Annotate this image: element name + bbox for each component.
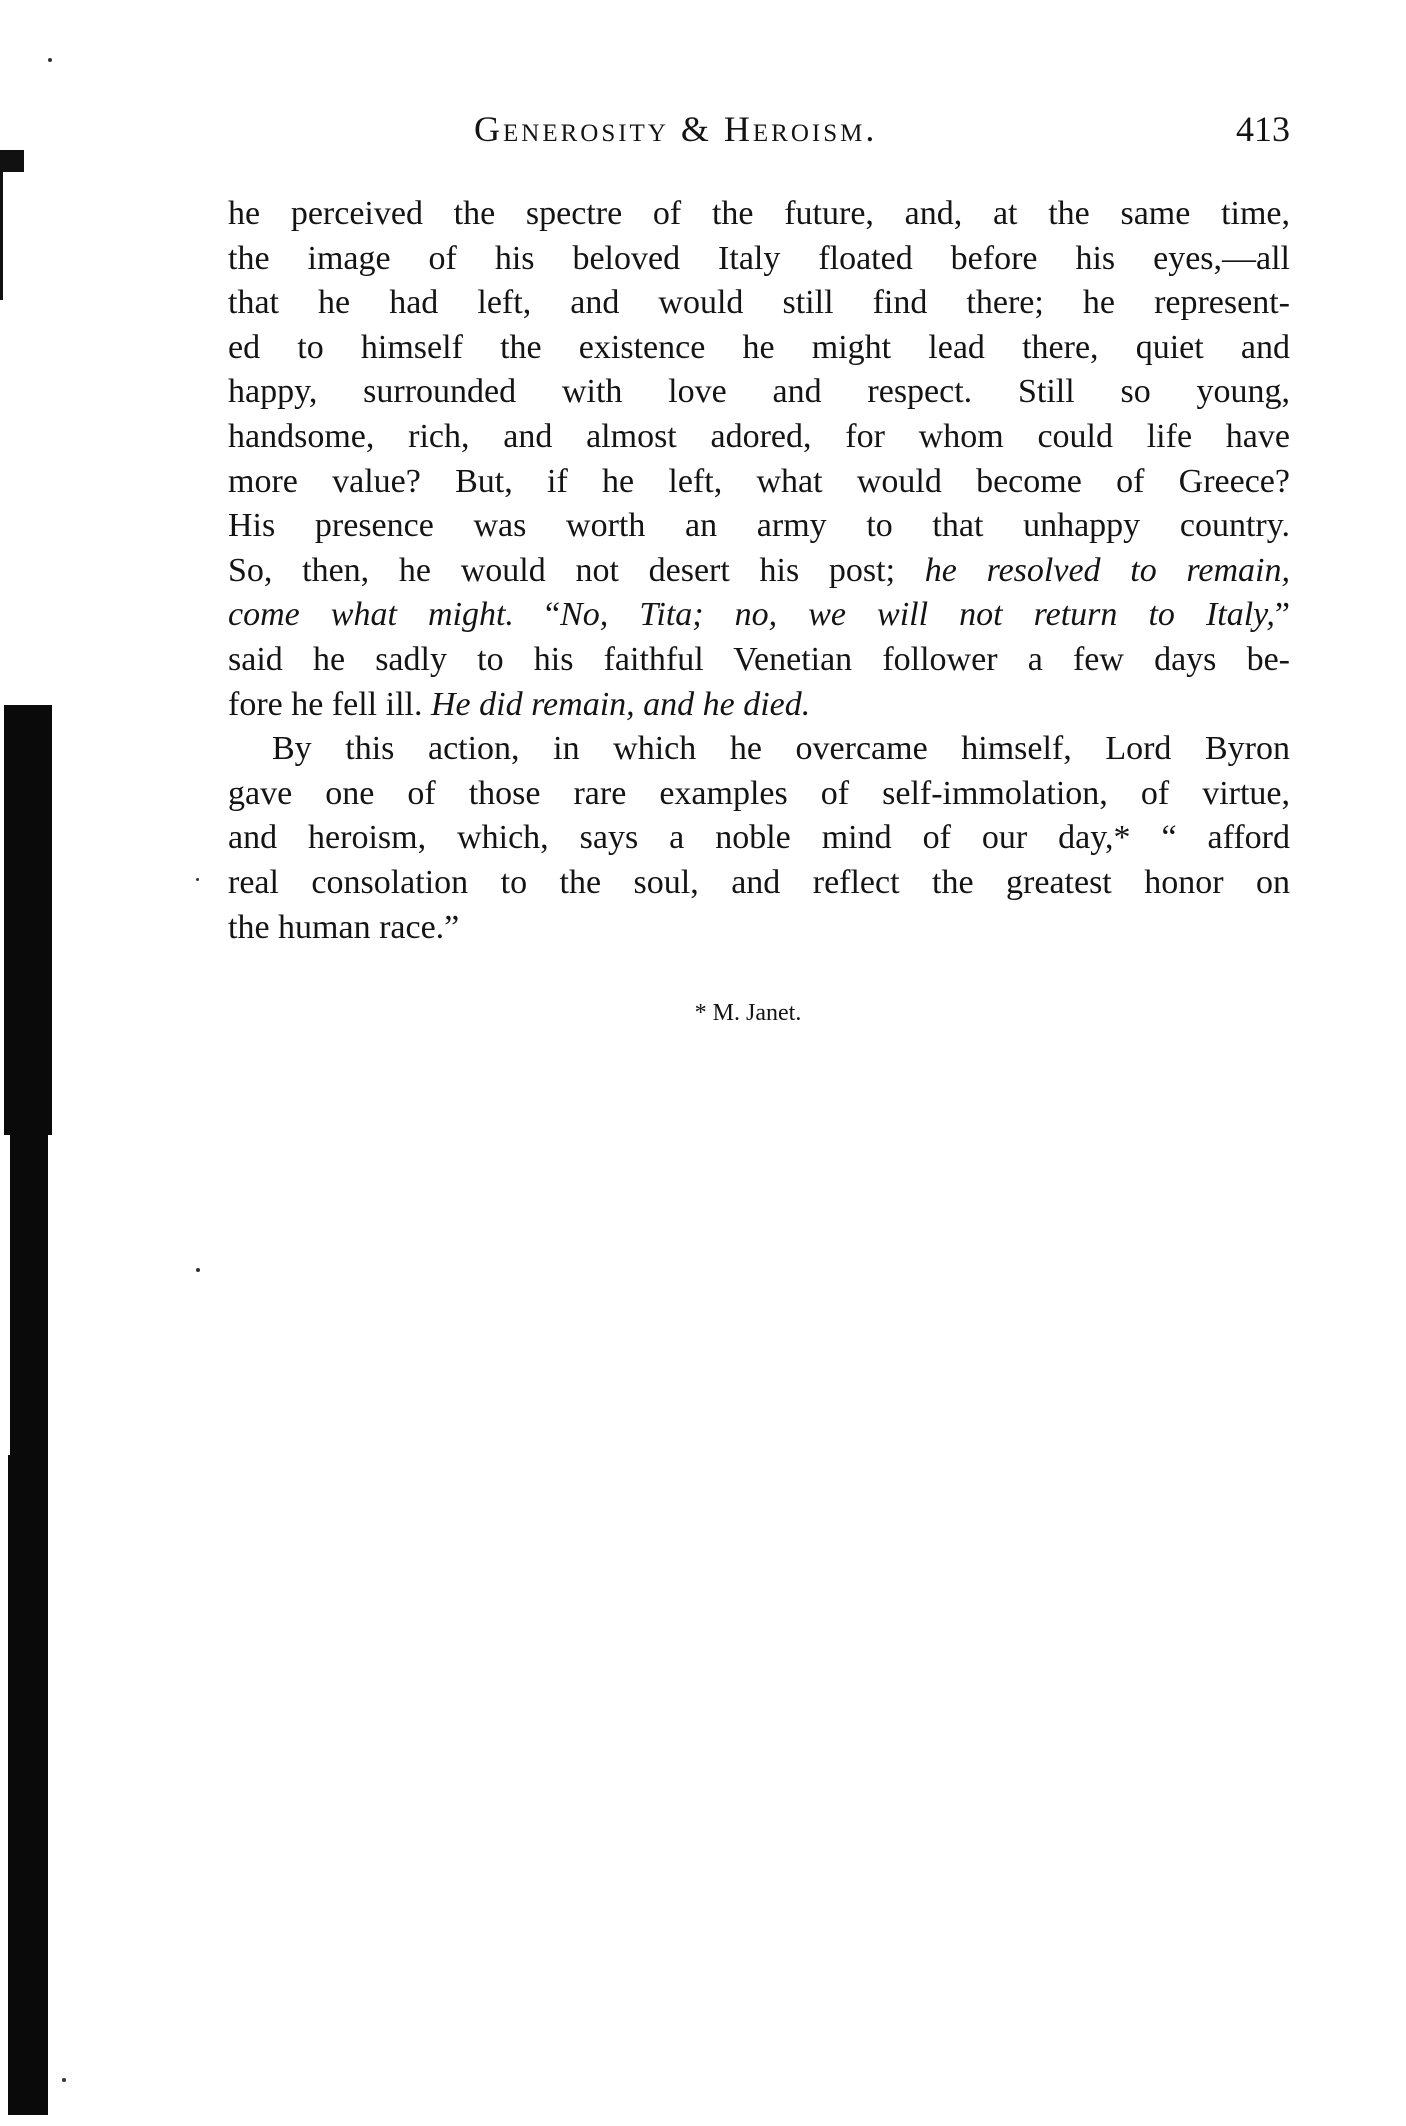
- text-run: By this action, in which he overcame himself, Lord Byron: [272, 730, 1290, 768]
- binding-shadow-lower: [8, 1455, 48, 2115]
- text-line: [228, 237, 1290, 282]
- page-header: [228, 108, 1290, 160]
- body-text: [228, 192, 1290, 950]
- text-run: and heroism, which, says a noble mind of our day,* “ afford: [228, 819, 1290, 857]
- text-line: [228, 549, 1290, 594]
- text-line: [228, 593, 1290, 638]
- text-line: [228, 861, 1290, 906]
- paragraph: [228, 192, 1290, 727]
- text-line: [228, 816, 1290, 861]
- text-run: ed to himself the existence he might lead there, quiet and: [228, 328, 1290, 366]
- text-line: [228, 281, 1290, 326]
- text-run: the human race.”: [228, 908, 460, 946]
- text-run: said he sadly to his faithful Venetian follower a few days be-: [228, 640, 1290, 678]
- paragraph: [228, 727, 1290, 950]
- text-line: [228, 683, 1290, 728]
- text-run: that he had left, and would still find there; he represent-: [228, 284, 1290, 322]
- text-run: happy, surrounded with love and respect. Still so young,: [228, 373, 1290, 411]
- italic-text: he resolved to remain,: [924, 551, 1290, 589]
- text-run: the image of his beloved Italy floated before his eyes,—all: [228, 239, 1290, 277]
- text-run: real consolation to the soul, and reflect the greatest honor on: [228, 863, 1290, 901]
- text-line: [228, 370, 1290, 415]
- binding-shadow-upper: [4, 705, 52, 1135]
- footnote: * M. Janet.: [694, 1000, 802, 1026]
- scan-edge-line: [0, 150, 25, 300]
- running-head: Generosity & Heroism.: [474, 109, 878, 149]
- text-run: fore he fell ill.: [228, 685, 431, 723]
- scan-speck: [196, 1268, 200, 1272]
- binding-shadow-middle: [10, 1135, 48, 1455]
- text-run: gave one of those rare examples of self-immolation, of virtue,: [228, 774, 1290, 812]
- text-line: [228, 772, 1290, 817]
- text-run: His presence was worth an army to that unhappy country.: [228, 507, 1290, 545]
- text-run: ”: [1274, 596, 1290, 634]
- text-line: [228, 906, 1290, 951]
- italic-text: He did remain, and he died.: [430, 685, 811, 723]
- text-line: [228, 460, 1290, 505]
- text-line: [228, 504, 1290, 549]
- text-line: [228, 326, 1290, 371]
- page-number: 413: [1236, 109, 1290, 149]
- scan-speck: [62, 2078, 66, 2082]
- italic-text: No, Tita; no, we will not return to Italy,: [560, 596, 1275, 634]
- text-run: more value? But, if he left, what would become of Greece?: [228, 462, 1290, 500]
- scan-speck: [48, 58, 52, 62]
- italic-text: come what might.: [228, 596, 514, 634]
- text-run: handsome, rich, and almost adored, for whom could life have: [228, 417, 1290, 455]
- text-run: he perceived the spectre of the future, and, at the same time,: [228, 195, 1290, 232]
- text-run: “: [513, 596, 561, 634]
- text-line: [228, 415, 1290, 460]
- scan-speck: [196, 878, 199, 881]
- text-line: [228, 638, 1290, 683]
- text-line: [228, 192, 1290, 237]
- text-line: [228, 727, 1290, 772]
- text-run: So, then, he would not desert his post;: [228, 551, 925, 589]
